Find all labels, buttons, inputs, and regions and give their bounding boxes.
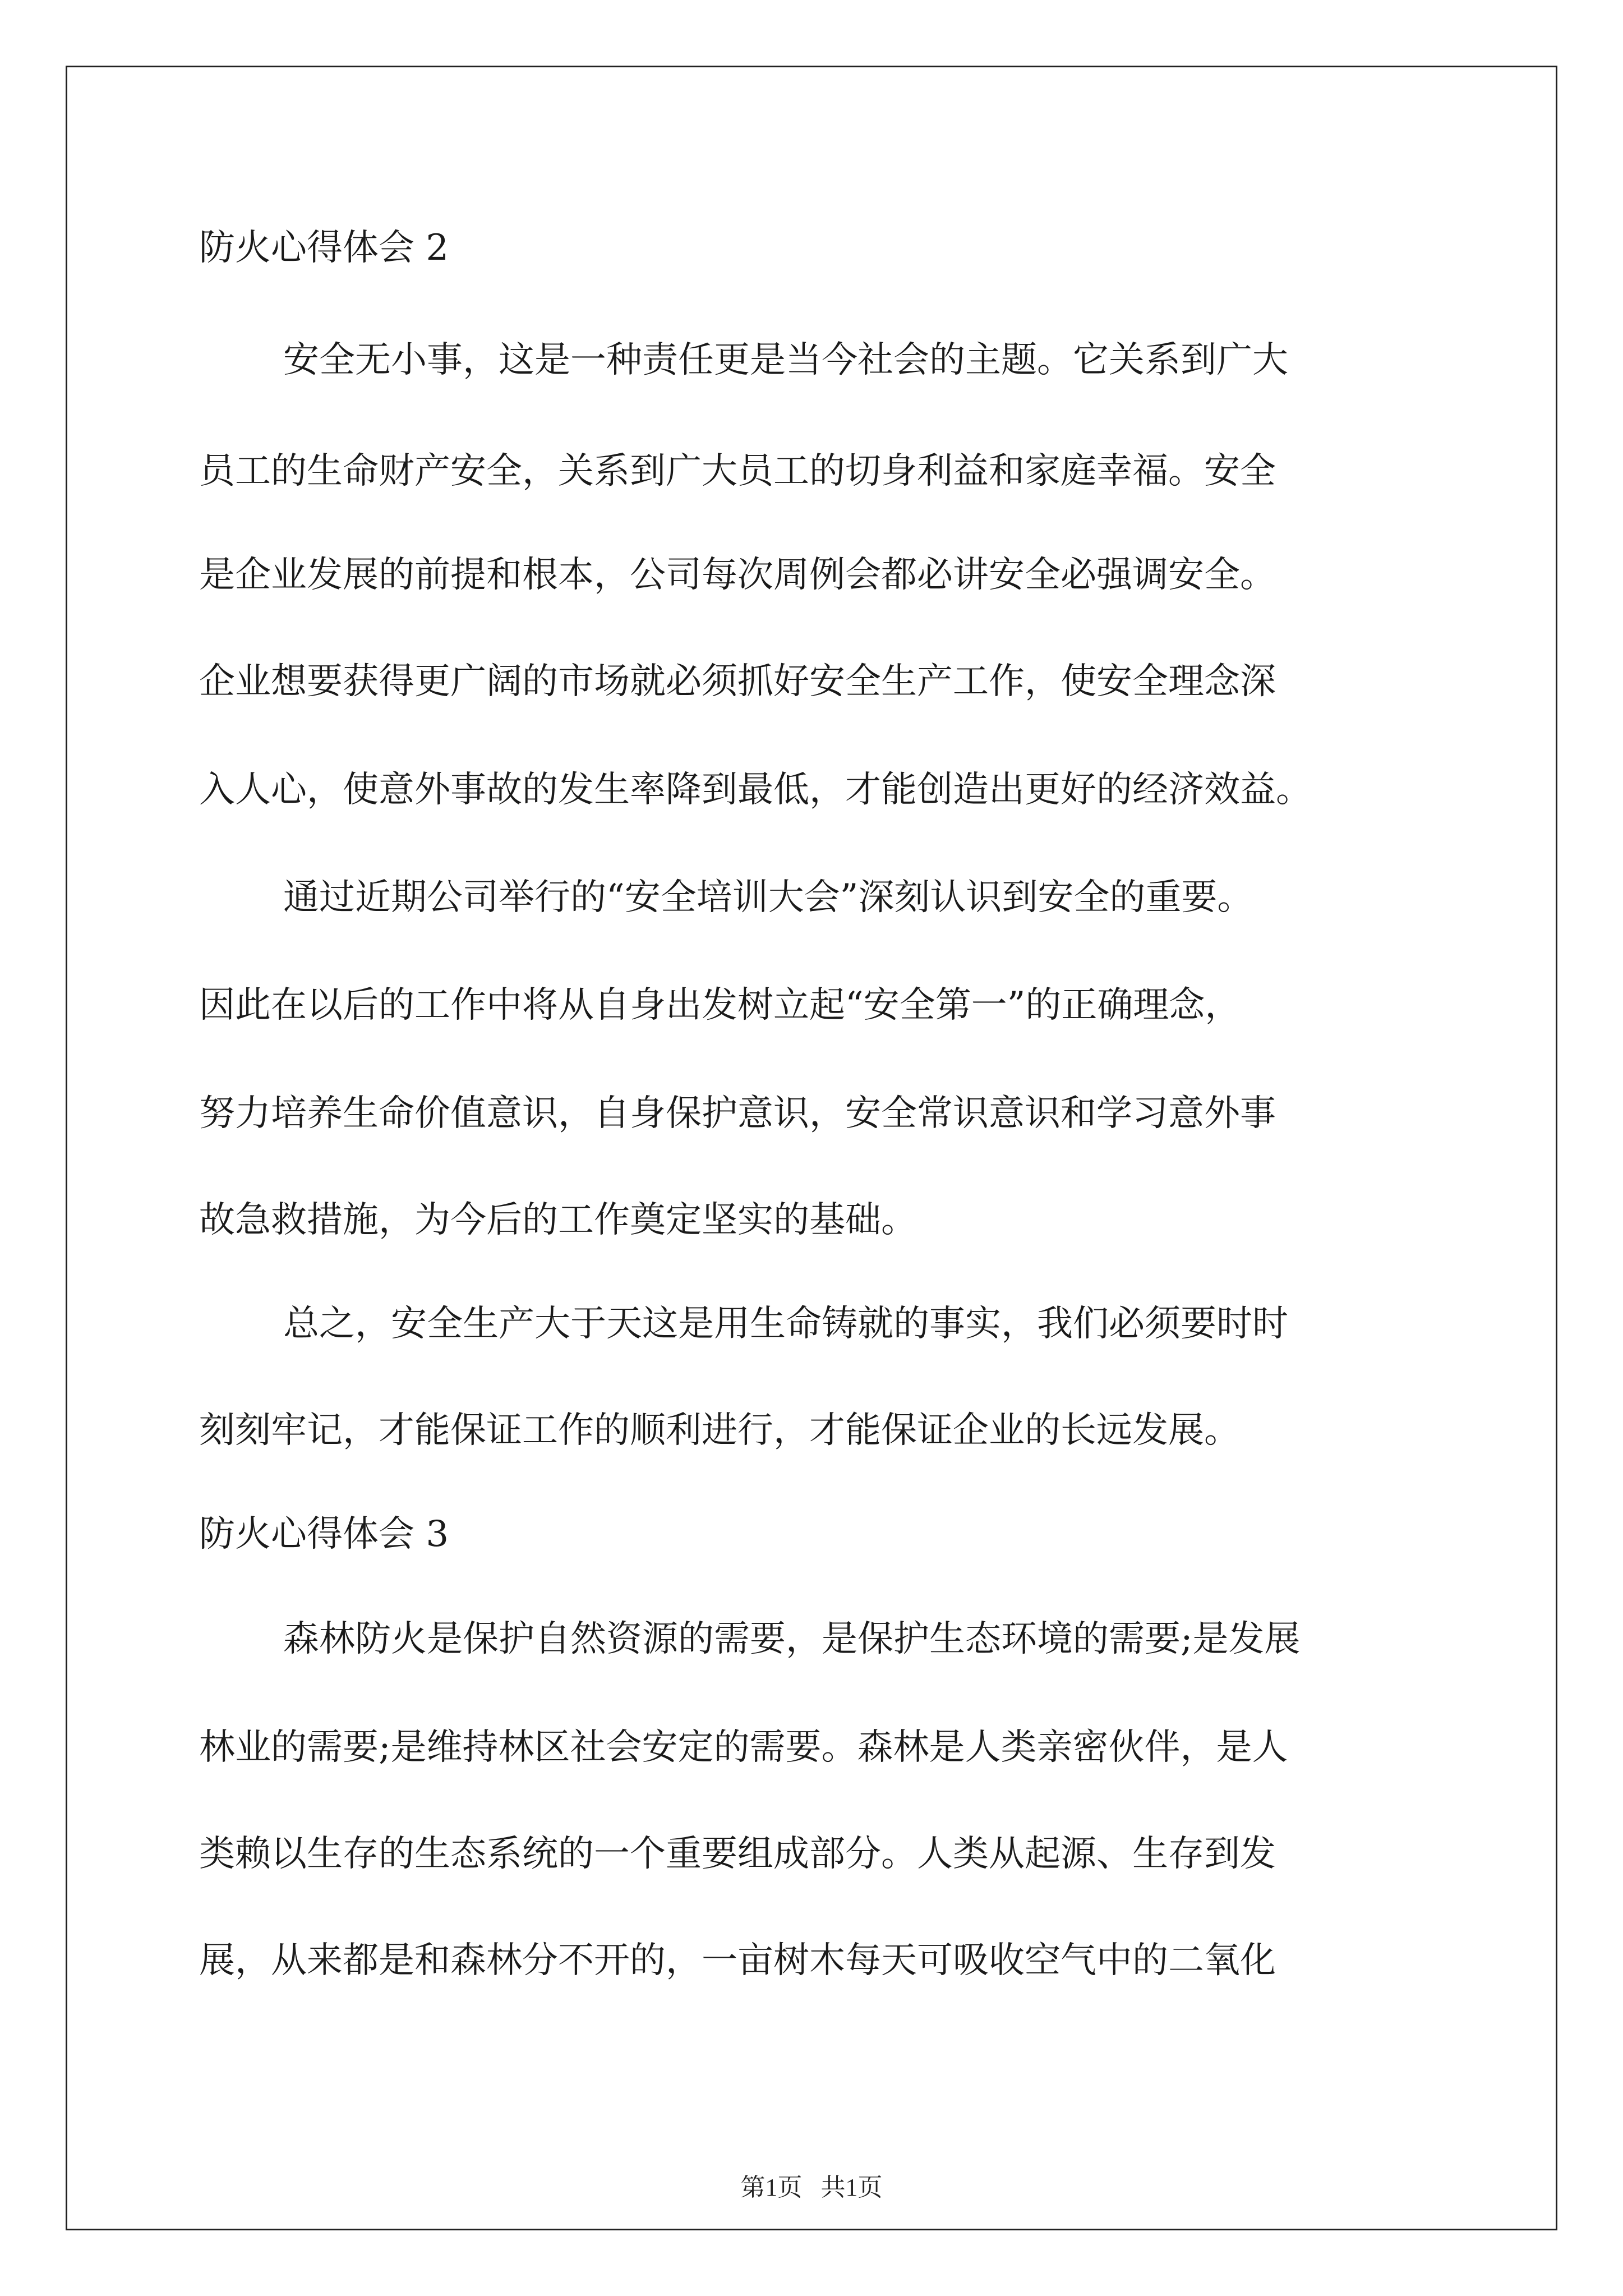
paragraph-line: 是企业发展的前提和根本，公司每次周例会都必讲安全必强调安全。	[199, 554, 1276, 596]
paragraph-line: 总之，安全生产大于天这是用生命铸就的事实，我们必须要时时	[283, 1303, 1288, 1345]
paragraph-line: 努力培养生命价值意识，自身保护意识，安全常识意识和学习意外事	[199, 1093, 1276, 1134]
paragraph-line: 类赖以生存的生态系统的一个重要组成部分。人类从起源、生存到发	[199, 1833, 1276, 1875]
paragraph-line: 因此在以后的工作中将从自身出发树立起“安全第一”的正确理念，	[199, 984, 1241, 1026]
heading-2: 防火心得体会 2	[199, 227, 449, 269]
paragraph-line: 刻刻牢记，才能保证工作的顺利进行，才能保证企业的长远发展。	[199, 1410, 1240, 1451]
paragraph-line: 故急救措施，为今后的工作奠定坚实的基础。	[199, 1199, 917, 1241]
heading-3: 防火心得体会 3	[199, 1513, 449, 1555]
paragraph-line: 员工的生命财产安全，关系到广大员工的切身利益和家庭幸福。安全	[199, 450, 1276, 492]
paragraph-line: 安全无小事，这是一种责任更是当今社会的主题。它关系到广大	[283, 339, 1288, 381]
page-border	[66, 66, 1557, 2230]
paragraph-line: 企业想要获得更广阔的市场就必须抓好安全生产工作，使安全理念深	[199, 661, 1276, 702]
page-number-footer: 第1页 共1页	[740, 2174, 883, 2201]
paragraph-line: 展，从来都是和森林分不开的，一亩树木每天可吸收空气中的二氧化	[199, 1940, 1276, 1981]
paragraph-line: 通过近期公司举行的“安全培训大会”深刻认识到安全的重要。	[283, 877, 1253, 918]
paragraph-line: 林业的需要;是维持林区社会安定的需要。森林是人类亲密伙伴，是人	[199, 1727, 1288, 1768]
paragraph-line: 森林防火是保护自然资源的需要，是保护生态环境的需要;是发展	[283, 1618, 1301, 1660]
paragraph-line: 入人心，使意外事故的发生率降到最低，才能创造出更好的经济效益。	[199, 769, 1312, 811]
